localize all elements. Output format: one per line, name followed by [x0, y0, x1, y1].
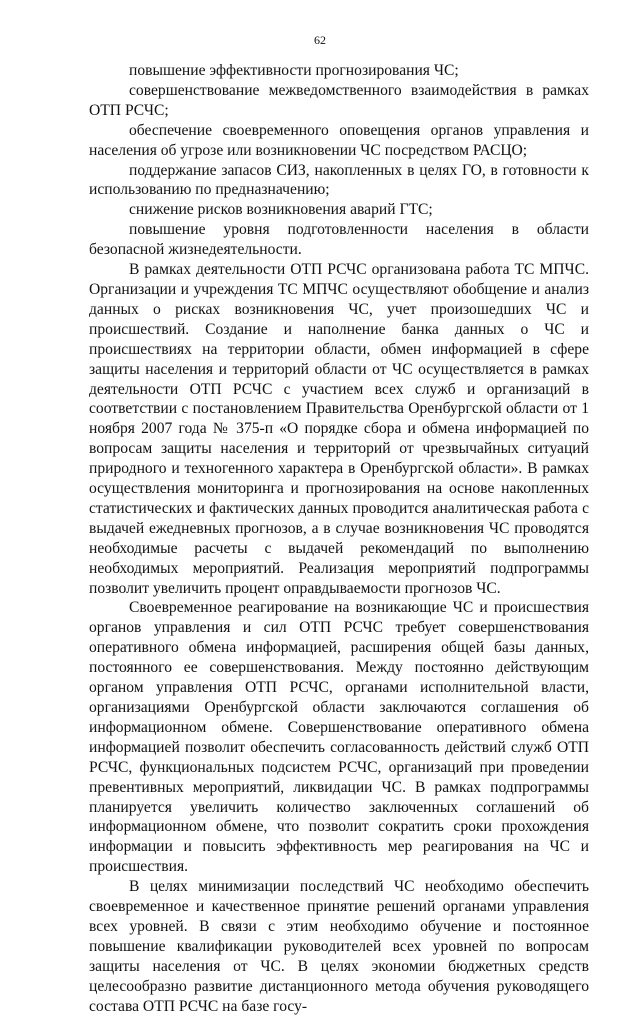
- list-item-notification: обеспечение своевременного оповещения органов управления и населения об угрозе или возникновении ЧС посредством РАСЦО;: [89, 121, 589, 159]
- paragraph-training: В целях минимизации последствий ЧС необходимо обеспечить своевременное и качественное принятие решений органами управления всех уровней. В связи с этим необходимо обучение и постоянное повышение квалификации руководителей всех уровней по вопросам защиты населения от ЧС. В целях экономии бюджетных средств целесообразно развитие дистанционного метода обучения руководящего состава ОТП РСЧС на базе госу-: [89, 878, 589, 1015]
- list-item-interagency: совершенствование межведомственного взаимодействия в рамках ОТП РСЧС;: [89, 81, 589, 119]
- list-item-forecasting: повышение эффективности прогнозирования ЧС;: [129, 62, 459, 79]
- list-item-protective-equipment: поддержание запасов СИЗ, накопленных в целях ГО, в готовности к использованию по предназначению;: [89, 161, 589, 199]
- list-item-accident-risks: снижение рисков возникновения аварий ГТС;: [129, 201, 433, 219]
- paragraph-monitoring-services: В рамках деятельности ОТП РСЧС организована работа ТС МПЧС. Организации и учреждения ТС МПЧС осуществляют обобщение и анализ данных о рисках возникновения ЧС, учет произошедших ЧС и происшествий. Создание и наполнение банка данных о ЧС и происшествиях на территории области, обмен информацией в сфере защиты населения и территорий области от ЧС осуществляется в рамках деятельности ОТП РСЧС с участием всех служб и организаций в соответствии с постановлением Правительства Оренбургской области от 1 ноября 2007 года № 375-п «О порядке сбора и обмена информацией по вопросам защиты населения и территорий от чрезвычайных ситуаций природного и техногенного характера в Оренбургской области». В рамках осуществления мониторинга и прогнозирования на основе накопленных статистических и фактических данных проводится аналитическая работа с выдачей ежедневных прогнозов, а в случае возникновения ЧС проводятся необходимые расчеты с выдачей рекомендаций по выполнению необходимых мероприятий. Реализация мероприятий подпрограммы позволит увеличить процент оправдываемости прогнозов ЧС.: [89, 261, 589, 597]
- document-body: [89, 61, 589, 1017]
- list-item-population-preparedness: повышение уровня подготовленности населения в области безопасной жизнедеятельности.: [89, 221, 589, 259]
- paragraph-information-exchange: Своевременное реагирование на возникающие ЧС и происшествия органов управления и сил ОТП РСЧС требует совершенствования оперативного обмена информацией, расширения общей базы данных, постоянного ее совершенствования. Между постоянно действующим органом управления ОТП РСЧС, органами исполнительной власти, организациями Оренбургской области заключаются соглашения об информационном обмене. Совершенствование оперативного обмена информацией позволит обеспечить согласованность действий служб ОТП РСЧС, функциональных подсистем РСЧС, организаций при проведении превентивных мероприятий, ликвидации ЧС. В рамках подпрограммы планируется увеличить количество заключенных соглашений об информационном обмене, что позволит сократить сроки прохождения информации и повысить эффективность мер реагирования на ЧС и происшествия.: [89, 599, 589, 876]
- page-number: 62: [314, 33, 326, 47]
